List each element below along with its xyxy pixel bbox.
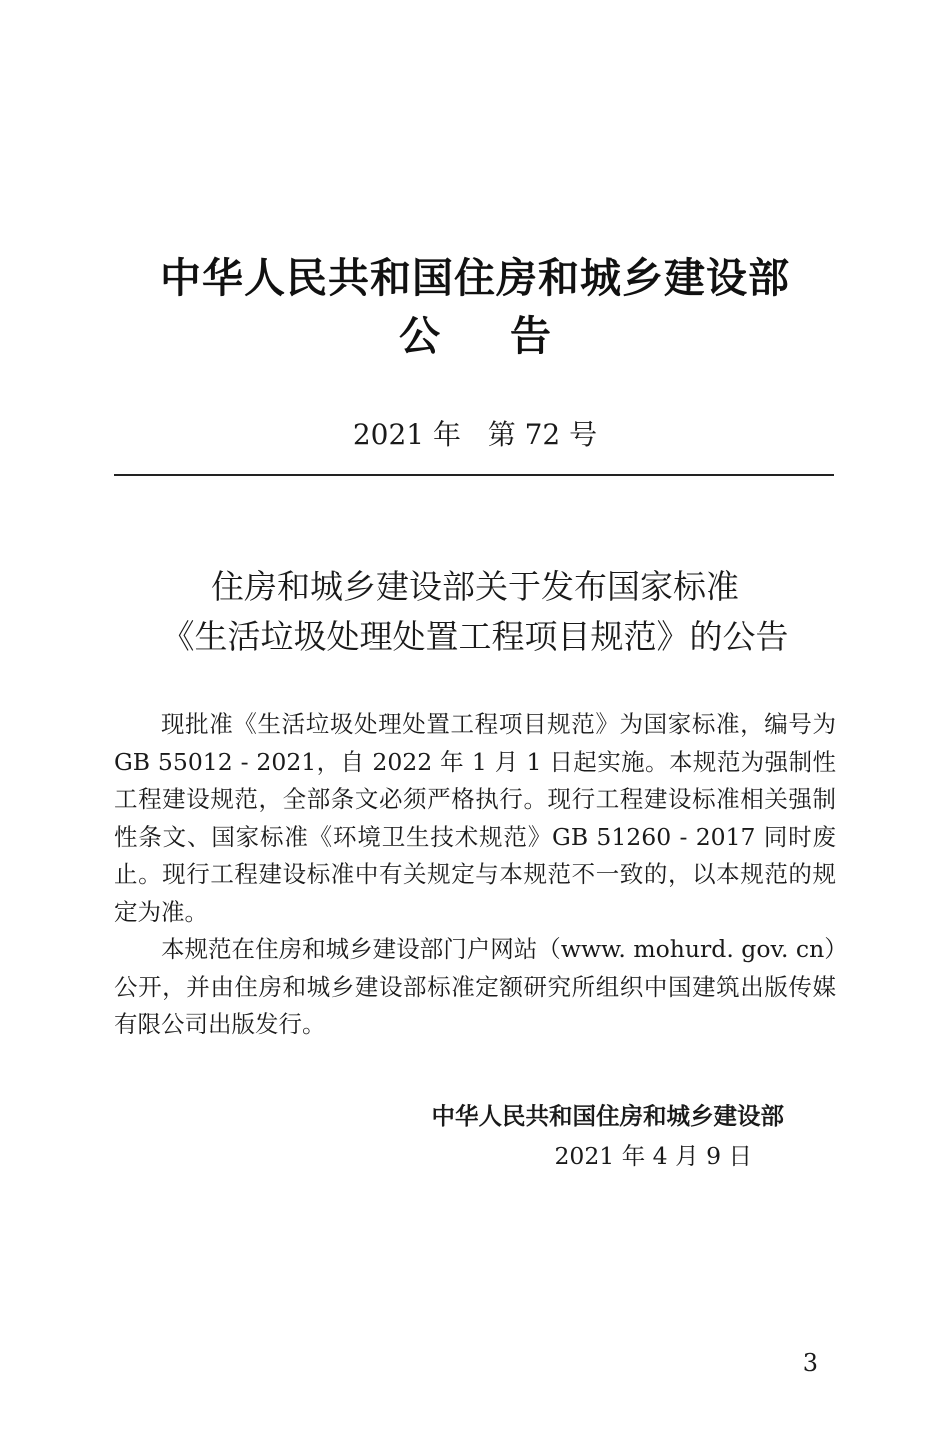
issuer-heading: 中华人民共和国住房和城乡建设部 [160, 254, 790, 302]
notice-body [114, 706, 836, 1044]
signature-date: 2021 年 4 月 9 日 [554, 1142, 752, 1170]
page-number: 3 [802, 1349, 818, 1377]
document-number: 2021 年 第 72 号 [352, 418, 598, 451]
body-paragraph-1: 现批准《生活垃圾处理处置工程项目规范》为国家标准，编号为 GB 55012 - 2021，自 2022 年 1 月 1 日起实施。本规范为强制性工程建设规范，全部条文必须严格执行。现行工程建设标准相关强制性条文、国家标准《环境卫生技术规范》GB 51260 - 2017 同时废止。现行工程建设标准中有关规定与本规范不一致的，以本规范的规定为准。 [114, 710, 836, 926]
notice-heading: 公告 [399, 312, 621, 360]
signature-organization: 中华人民共和国住房和城乡建设部 [431, 1102, 784, 1130]
body-paragraph-2: 本规范在住房和城乡建设部门户网站（www. mohurd. gov. cn）公开，并由住房和城乡建设部标准定额研究所组织中国建筑出版传媒有限公司出版发行。 [114, 935, 836, 1038]
notice-title-line-1: 住房和城乡建设部关于发布国家标准 [211, 567, 739, 606]
header-divider [114, 474, 834, 476]
notice-title-line-2: 《生活垃圾处理处置工程项目规范》的公告 [161, 617, 789, 656]
notice-title [0, 562, 950, 662]
